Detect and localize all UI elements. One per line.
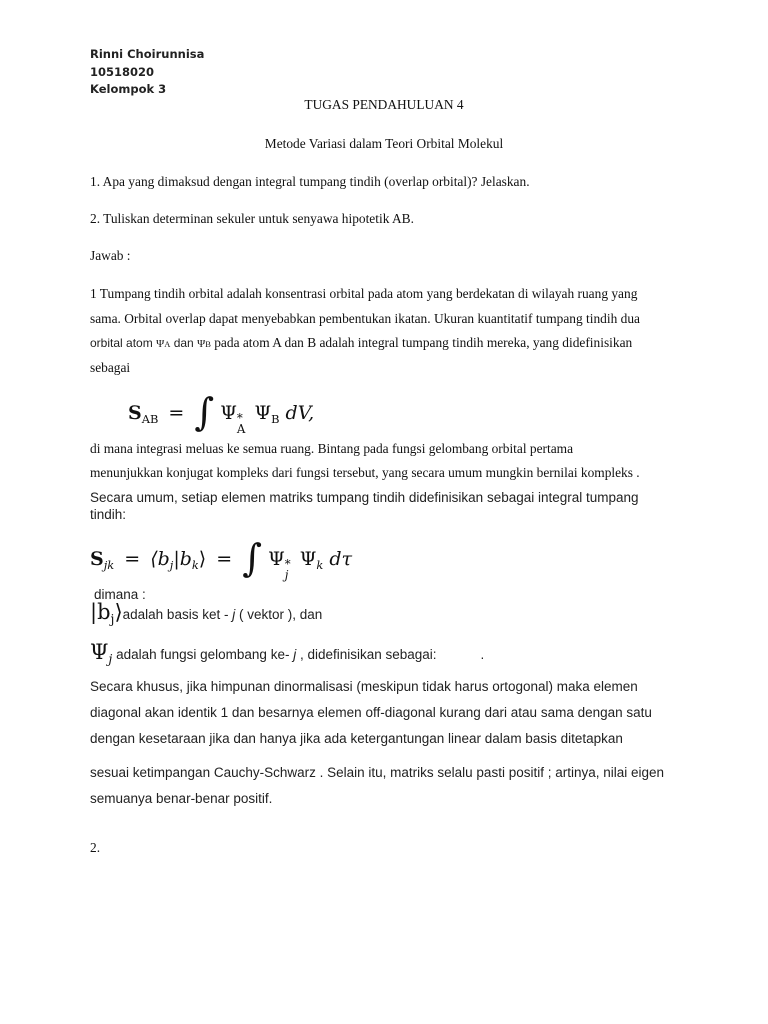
ket-text: adalah basis ket - (122, 607, 233, 622)
student-id: 10518020 (90, 65, 155, 79)
eq2-s: S (90, 548, 104, 570)
eq1-s: S (128, 402, 142, 424)
eq2-equals2: = (216, 548, 233, 570)
psi-j-dot: . (480, 647, 485, 662)
psi-j-text: adalah fungsi gelombang ke- (112, 647, 294, 662)
dan-word: dan (173, 336, 194, 350)
ket-line (90, 600, 322, 626)
ket-rest: ( vektor ), dan (235, 607, 323, 622)
sub-b: B (205, 339, 211, 349)
eq2-bra: ⟨b (150, 548, 170, 570)
document-title: TUGAS PENDAHULUAN 4 (304, 97, 464, 112)
answer1-line3-prefix: orbital atom (90, 336, 153, 350)
special-line5: semuanya benar-benar positif. (90, 791, 273, 806)
overlap-integral-equation (128, 384, 314, 435)
psi-j-line (90, 640, 484, 666)
ket-b: b (97, 600, 111, 624)
psi-symbol: Ψ (197, 338, 206, 350)
eq2-psi-j-sub: j (284, 568, 289, 583)
after-eq1-line1: di mana integrasi meluas ke semua ruang. Bintang pada fungsi gelombang orbital pertama (90, 441, 574, 456)
special-line3: dengan kesetaraan jika dan hanya jika ada ketergantungan linear dalam basis ditetapkan (90, 731, 623, 746)
question-1: 1. Apa yang dimaksud dengan integral tumpang tindih (overlap orbital)? Jelaskan. (90, 174, 530, 189)
answer1-line4: sebagai (90, 360, 131, 375)
eq1-psi-b: Ψ (254, 402, 272, 424)
eq2-j: j (169, 557, 174, 572)
eq2-psi-j: Ψ (268, 548, 285, 570)
general-line2: tindih: (90, 507, 127, 522)
answer1-line1: 1 Tumpang tindih orbital adalah konsentrasi orbital pada atom yang berdekatan di wilayah ruang yang (90, 286, 638, 301)
special-line1: Secara khusus, jika himpunan dinormalisasi (meskipun tidak harus ortogonal) maka elemen (90, 679, 638, 694)
sub-a: A (164, 339, 171, 349)
special-line2: diagonal akan identik 1 dan besarnya elemen off-diagonal kurang dari atau sama dengan satu (90, 705, 652, 720)
eq2-integral: ∫ (242, 536, 263, 580)
author-name: Rinni Choirunnisa (90, 47, 205, 61)
ket-symbol: $|b_j⟩$ (90, 600, 123, 627)
answer1-line3 (90, 335, 632, 351)
eq1-dv: dV, (285, 402, 315, 424)
eq1-s-sub: AB (141, 411, 159, 426)
matrix-element-equation (90, 530, 352, 581)
answer1-line2: sama. Orbital overlap dapat menyebabkan pembentukan ikatan. Ukuran kuantitatif tumpang tindih dua (90, 311, 640, 326)
answer2-label: 2. (90, 840, 101, 855)
psi-symbol: Ψ (156, 338, 165, 350)
psi-j-rest: , didefinisikan sebagai: (296, 647, 437, 662)
eq2-ket-close: ⟩ (198, 548, 207, 570)
eq2-star: * (284, 556, 291, 571)
answer-label: Jawab : (90, 248, 131, 263)
eq1-integral: ∫ (194, 390, 215, 434)
special-line4: sesuai ketimpangan Cauchy-Schwarz . Selain itu, matriks selalu pasti positif ; artinya, nilai eigen (90, 765, 665, 780)
dimana-label: dimana : (94, 587, 146, 602)
psi-j-sub: j (108, 651, 113, 667)
general-line1: Secara umum, setiap elemen matriks tumpang tindih didefinisikan sebagai integral tumpang (90, 490, 639, 505)
eq2-s-sub: jk (103, 557, 115, 572)
eq2-psi-k: Ψ (299, 548, 317, 570)
psi-j-psi: Ψ (90, 640, 109, 664)
eq2-k: k (191, 557, 199, 572)
psi-j-j: j (293, 647, 297, 662)
ket-j: j (232, 607, 236, 622)
eq1-psi-a: Ψ (220, 402, 237, 424)
eq2-dtau: dτ (329, 548, 353, 570)
eq2-psi-k-sub: k (316, 557, 324, 572)
group-label: Kelompok 3 (90, 82, 167, 96)
eq2-bar: |b (173, 548, 192, 570)
document-subtitle: Metode Variasi dalam Teori Orbital Molekul (264, 136, 504, 151)
answer1-line3-rest: pada atom A dan B adalah integral tumpang tindih mereka, yang didefinisikan (214, 335, 633, 350)
after-eq1-line2: menunjukkan konjugat kompleks dari fungsi tersebut, yang secara umum mungkin bernilai kompleks . (90, 465, 640, 480)
eq1-equals: = (168, 402, 185, 424)
eq1-star: * (236, 410, 243, 425)
ket-j-sub: j (110, 611, 115, 627)
eq1-sub-b: B (271, 411, 280, 426)
question-2: 2. Tuliskan determinan sekuler untuk senyawa hipotetik AB. (90, 211, 414, 226)
psi-j-symbol (90, 640, 113, 667)
eq2-equals: = (124, 548, 141, 570)
eq1-sub-a: A (236, 422, 246, 437)
